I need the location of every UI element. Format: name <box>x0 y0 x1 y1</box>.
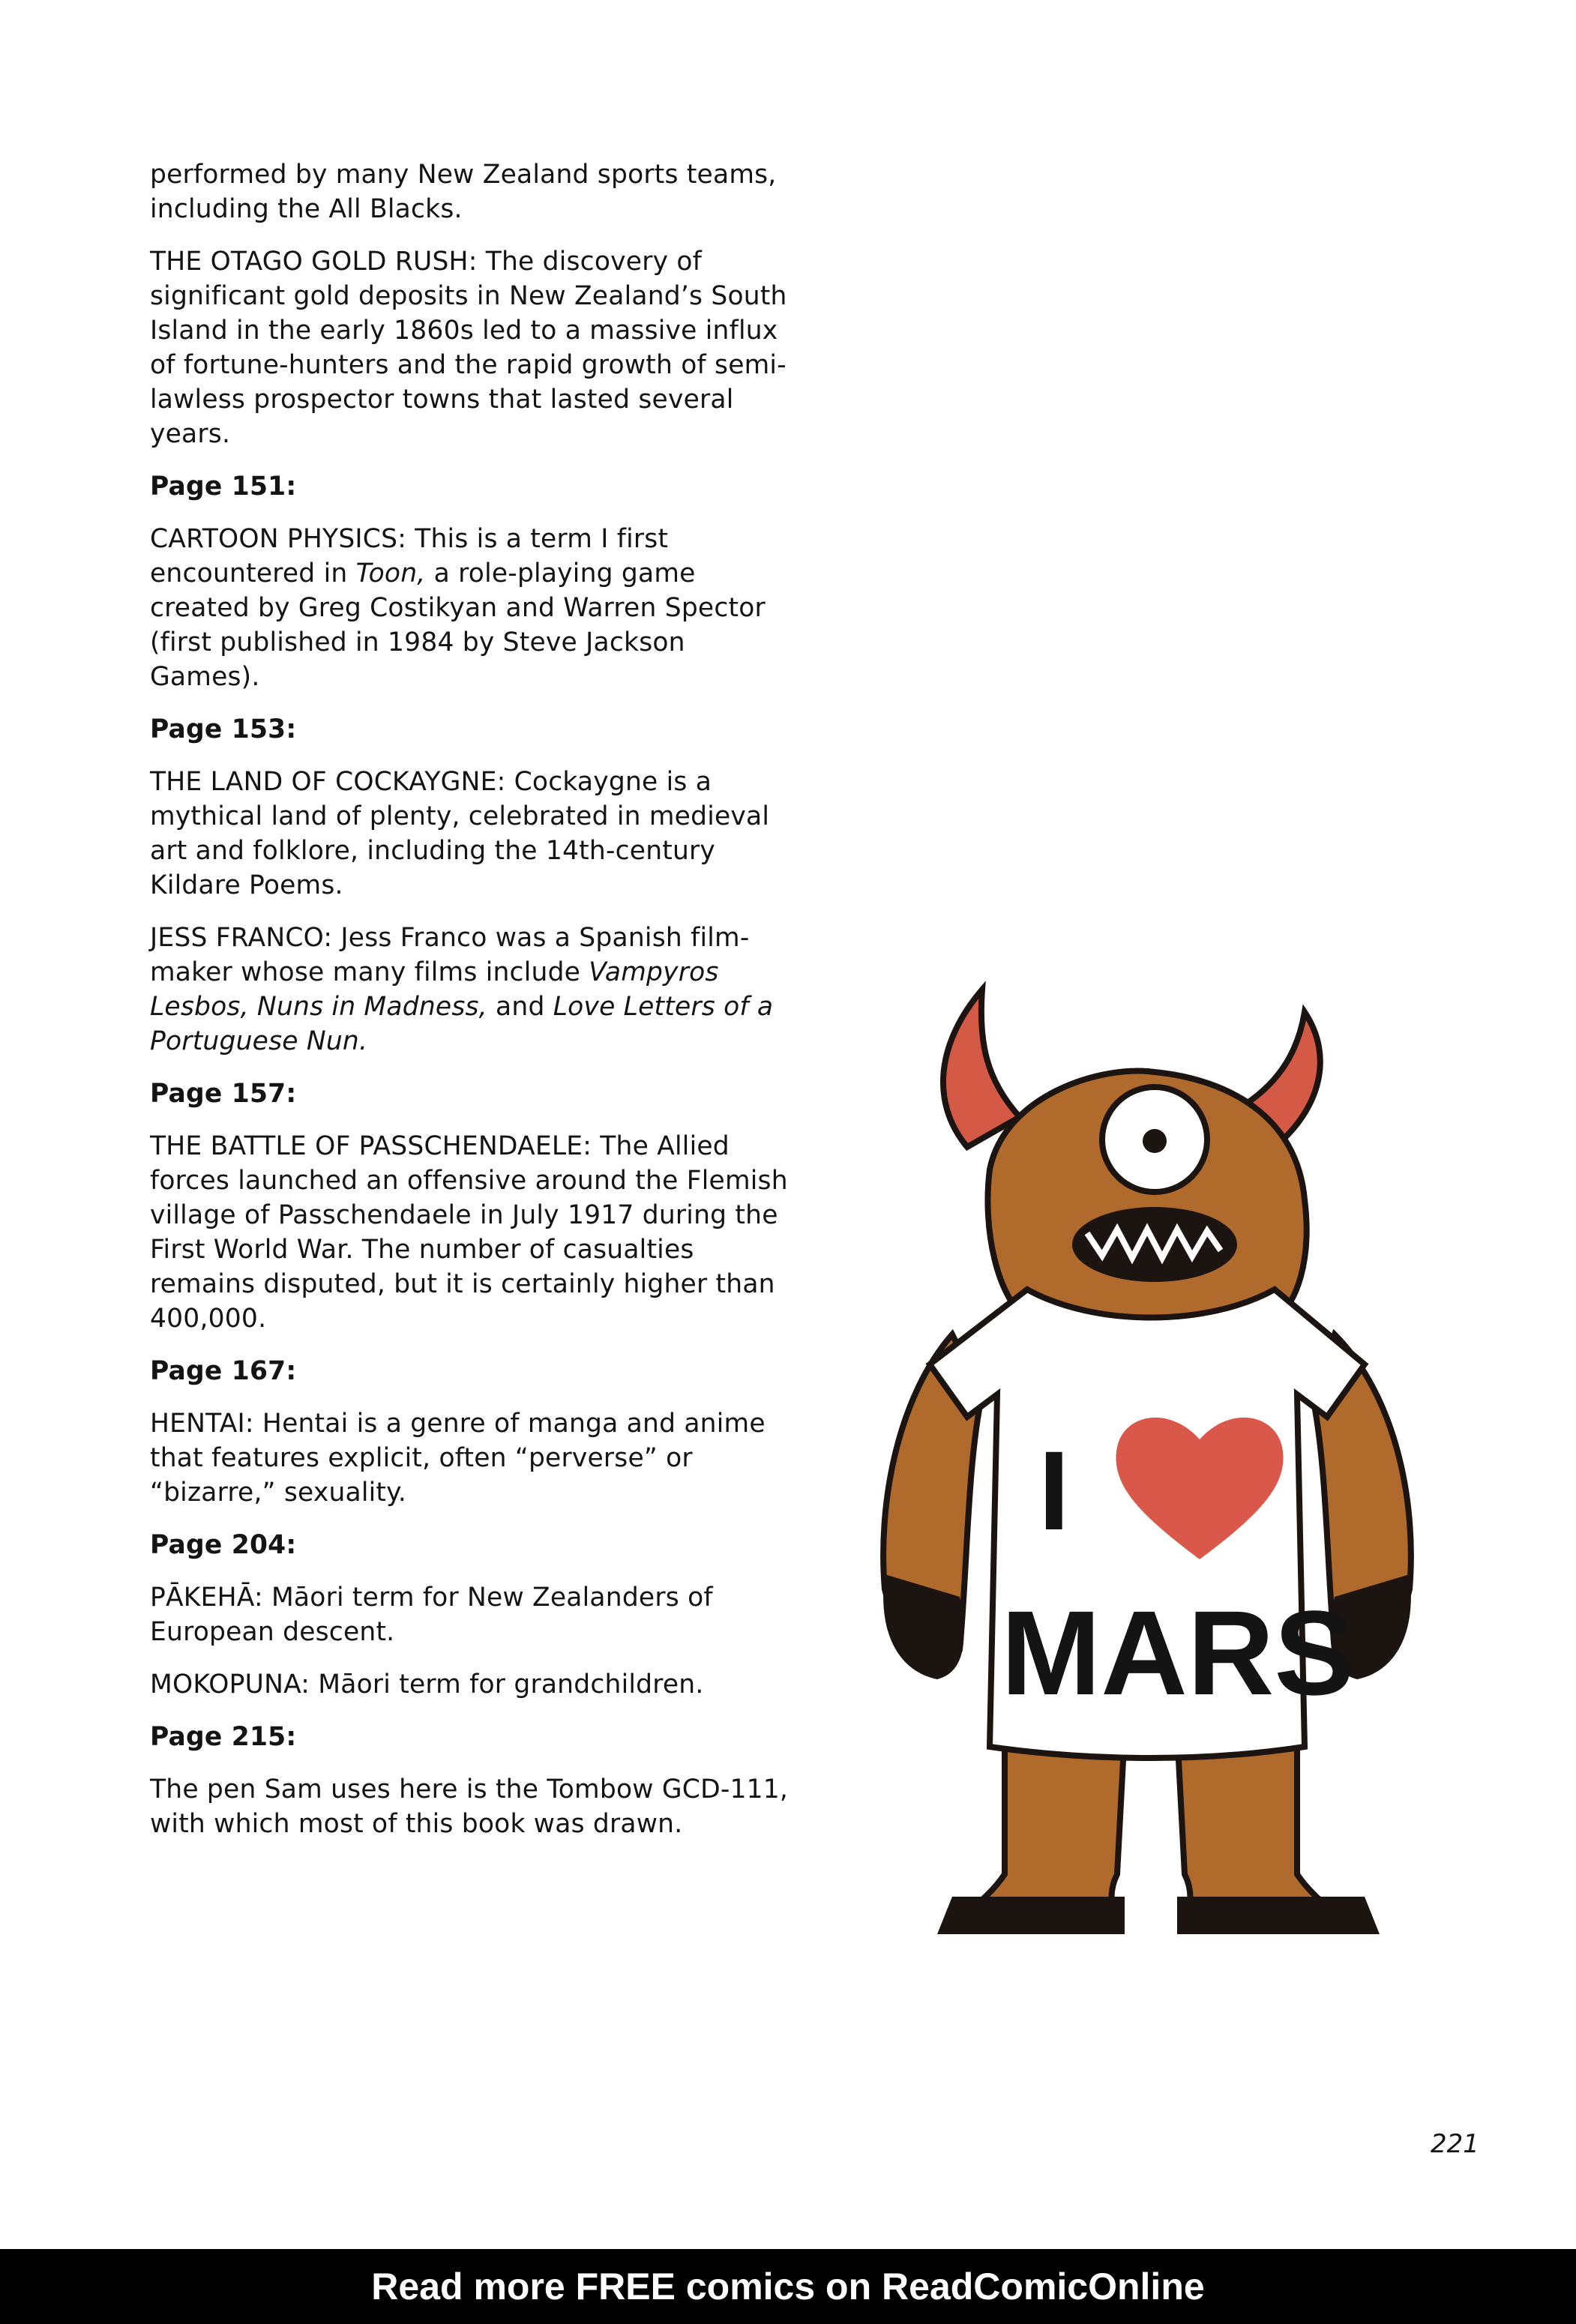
page-heading: Page 167: <box>150 1356 297 1386</box>
left-horn-icon <box>943 990 1020 1147</box>
note-jess-franco <box>150 921 795 1059</box>
page-heading: Page 151: <box>150 472 297 502</box>
note-passchendaele <box>150 1129 795 1336</box>
note-text: Māori term for grandchildren. <box>318 1670 704 1700</box>
page-heading: Page 204: <box>150 1530 297 1560</box>
note-term: MOKOPUNA: <box>150 1670 310 1700</box>
note-text: and <box>496 992 545 1022</box>
note-pakeha <box>150 1580 795 1649</box>
note-pen: The pen Sam uses here is the Tombow GCD-111, with which most of this book was drawn. <box>150 1774 789 1839</box>
note-term: JESS FRANCO: <box>150 923 333 953</box>
monster-illustration <box>855 975 1455 1949</box>
note-text: Hentai is a genre of manga and anime that features explicit, often “perverse” or “bizarre,” sexuality. <box>150 1409 766 1508</box>
note-text: The discovery of significant gold deposits in New Zealand’s South Island in the early 1860s led to a massive influx of fortune-hunters and the rapid growth of semi-lawless prospector towns that lasted several years. <box>150 247 787 449</box>
note-term: THE BATTLE OF PASSCHENDAELE: <box>150 1131 592 1161</box>
note-cockaygne <box>150 765 795 903</box>
note-text: Jess Franco was a Spanish film-maker whose many films include <box>150 923 750 987</box>
note-text: This is a term I first encountered in <box>150 524 669 588</box>
page-number: 221 <box>1431 2129 1479 2159</box>
left-foot <box>937 1897 1125 1934</box>
shirt-letter-i: I <box>1038 1427 1070 1553</box>
note-text: Māori term for New Zealanders of European descent. <box>150 1583 713 1647</box>
page-heading: Page 157: <box>150 1079 297 1109</box>
page-heading: Page 153: <box>150 714 297 744</box>
endnotes-column <box>150 157 795 1859</box>
note-italic: Toon, <box>355 559 426 588</box>
note-text: Cockaygne is a mythical land of plenty, celebrated in medieval art and folklore, including the 14th-century Kildare Poems. <box>150 767 770 900</box>
note-otago <box>150 244 795 451</box>
note-term: THE LAND OF COCKAYGNE: <box>150 767 506 797</box>
note-cartoon-physics <box>150 522 795 694</box>
note-paragraph: performed by many New Zealand sports teams, including the All Blacks. <box>150 160 777 224</box>
note-italic: Vampyros Lesbos, Nuns in Madness, <box>150 957 719 1022</box>
note-term: HENTAI: <box>150 1409 254 1439</box>
note-mokopuna <box>150 1667 795 1702</box>
promo-banner[interactable] <box>0 2249 1576 2324</box>
note-hentai <box>150 1406 795 1510</box>
note-text: The Allied forces launched an offensive around the Flemish village of Passchendaele in July 1917 during the First World War. The number of casualties remains disputed, but it is certainly higher than 400,000. <box>150 1131 788 1334</box>
note-term: CARTOON PHYSICS: <box>150 524 407 554</box>
page-heading: Page 215: <box>150 1722 297 1752</box>
note-italic: Love Letters of a Portuguese Nun. <box>150 992 774 1056</box>
note-term: THE OTAGO GOLD RUSH: <box>150 247 478 277</box>
note-text: a role-playing game created by Greg Costikyan and Warren Spector (first published in 1984 by Steve Jackson Games). <box>150 559 766 692</box>
shirt-text-mars: MARS <box>1001 1586 1355 1720</box>
pupil <box>1143 1129 1167 1153</box>
note-term: PĀKEHĀ: <box>150 1583 263 1613</box>
promo-banner-text[interactable]: Read more FREE comics on ReadComicOnline <box>371 2266 1205 2308</box>
right-foot <box>1177 1897 1380 1934</box>
